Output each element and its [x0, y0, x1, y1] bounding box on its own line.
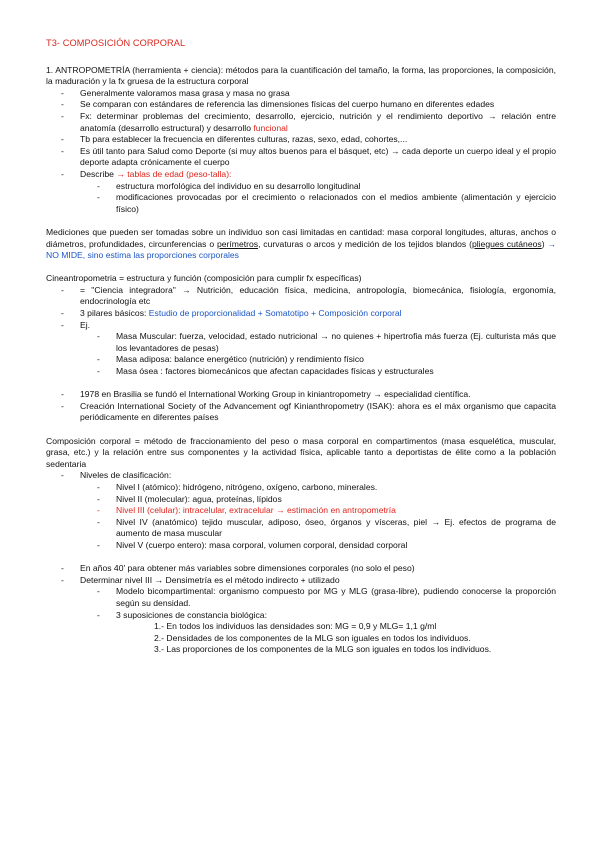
- text-run: ): [541, 238, 545, 249]
- suposicion-3: 3.- Las proporciones de los componentes de la MLG son iguales en todos los individuos.: [154, 644, 492, 655]
- composicion-intro: Composición corporal = método de fraccionamiento del peso o masa corporal en compartimentos (masa esquelética, muscular, grasa, etc.) y la relación entre sus componentes y la actividad física, aplicable tanto a deportistas de élite como a la población sedentaria: [46, 435, 556, 469]
- document-page: [46, 38, 556, 656]
- list-item: - Generalmente valoramos masa grasa y masa no grasa: [46, 88, 556, 100]
- text-run: Mediciones que pueden ser tomadas sobre un individuo son casi limitadas en cantidad: masa corporal longitudes, alturas, anchos o diámetros, profundidades, circunferencias o: [46, 226, 556, 249]
- list-item: - Tb para establecer la frecuencia en diferentes culturas, razas, sexo, edad, cohortes,...: [46, 134, 556, 146]
- list-item-text: 3 pilares básicos:: [80, 308, 147, 319]
- list-item: - Se comparan con estándares de referencia las dimensiones físicas del cuerpo humano en diferentes edades: [46, 99, 556, 111]
- list-item: - Niveles de clasificación:: [46, 470, 556, 482]
- highlight-blue: → NO MIDE, sino estima las proporciones corporales: [46, 238, 557, 261]
- list-item: - Es útil tanto para Salud como Deporte (si muy altos buenos para el básquet, etc) → cada deporte un cuerpo ideal y el propio deporte adapta crónicamente el cuerpo: [46, 146, 556, 169]
- highlight-blue: Estudio de proporcionalidad + Somatotipo + Composición corporal: [148, 308, 402, 319]
- sub-list-item: - Nivel II (molecular): agua, proteínas, lípidos: [46, 494, 556, 506]
- isak-list: [46, 389, 556, 424]
- list-item: - En años 40' para obtener más variables sobre dimensiones corporales (no solo el peso): [46, 563, 556, 575]
- sub-list-item: - Masa Muscular: fuerza, velocidad, estado nutricional → no quienes + hipertrofia más fuerza (Ej. culturista más que los levantadores de pesas): [46, 331, 556, 354]
- antropometria-intro: 1. ANTROPOMETRÍA (herramienta + ciencia): métodos para la cuantificación del tamaño, la forma, las proporciones, la composición, la maduración y la fx gruesa de la estructura corporal: [46, 64, 556, 87]
- sub-list-item: - Nivel V (cuerpo entero): masa corporal, volumen corporal, densidad corporal: [46, 540, 556, 552]
- text-run: , curvaturas o arcos y medición de los tejidos blandos (: [258, 238, 472, 249]
- cineantropometria-list: [46, 285, 556, 378]
- sub-list-item: - estructura morfológica del individuo en su desarrollo longitudinal: [46, 181, 556, 193]
- highlight-red: → tablas de edad (peso-talla):: [116, 168, 232, 179]
- list-item: [46, 111, 556, 134]
- page-title: T3- COMPOSICIÓN CORPORAL: [46, 38, 186, 48]
- sub-list-item: - Masa ósea : factores biomecánicos que afectan capacidades físicas y estructurales: [46, 366, 556, 378]
- mediciones-paragraph: [46, 227, 556, 262]
- sub-list-item: - Nivel IV (anatómico) tejido muscular, adiposo, óseo, órganos y vísceras, piel → Ej. efectos de programa de aumento de masa muscular: [46, 517, 556, 540]
- densimetria-list: [46, 563, 556, 621]
- sub-list-item: - 3 suposiciones de constancia biológica:: [46, 610, 556, 622]
- sub-list-item: - Masa adiposa: balance energético (nutrición) y rendimiento físico: [46, 354, 556, 366]
- list-item: [46, 308, 556, 320]
- list-item: - Ej.: [46, 320, 556, 332]
- list-item: - = "Ciencia integradora" → Nutrición, educación física, medicina, antropología, biomecánica, fisiología, ergonomía, endocrinología etc: [46, 285, 556, 308]
- list-item: - Creación International Society of the Advancement ogf Kinianthropometry (ISAK): ahora es el máx organismo que capacita periódicamente en diferentes países: [46, 401, 556, 424]
- sub-list-item-highlighted: - Nivel III (celular): intracelular, extracelular → estimación en antropometría: [46, 505, 556, 517]
- cineantropometria-intro: Cineantropometria = estructura y función (composición para cumplir fx específicas): [46, 273, 362, 284]
- list-item-text: Describe: [80, 168, 114, 179]
- underlined-term: perímetros: [216, 238, 259, 249]
- list-item: - 1978 en Brasilia se fundó el International Working Group in kiniantropometry → especialidad científica.: [46, 389, 556, 401]
- antropometria-list: [46, 88, 556, 216]
- sub-list-item: - Nivel I (atómico): hidrógeno, nitrógeno, oxígeno, carbono, minerales.: [46, 482, 556, 494]
- suposicion-1: 1.- En todos los individuos las densidades son: MG = 0,9 y MLG= 1,1 g/ml: [154, 621, 437, 632]
- sub-list-item: - modificaciones provocadas por el crecimiento o relacionados con el medios ambiente (alimentación y ejercicio físico): [46, 192, 556, 215]
- sub-list-item: - Modelo bicompartimental: organismo compuesto por MG y MLG (grasa-libre), pudiendo conocerse la proporción según su densidad.: [46, 586, 556, 609]
- list-item: - Determinar nivel III → Densimetría es el método indirecto + utilizado: [46, 575, 556, 587]
- list-item: [46, 169, 556, 181]
- highlight-red: funcional: [253, 122, 288, 133]
- underlined-term: pliegues cutáneos: [471, 238, 542, 249]
- suposicion-2: 2.- Densidades de los componentes de la MLG son iguales en todos los individuos.: [154, 632, 471, 643]
- composicion-list: [46, 470, 556, 551]
- list-item-text: Fx: determinar problemas del crecimiento, desarrollo, ejercicio, nutrición y el rendimiento deportivo → relación entre anatomía (desarrollo estructural) y desarrollo: [80, 110, 556, 133]
